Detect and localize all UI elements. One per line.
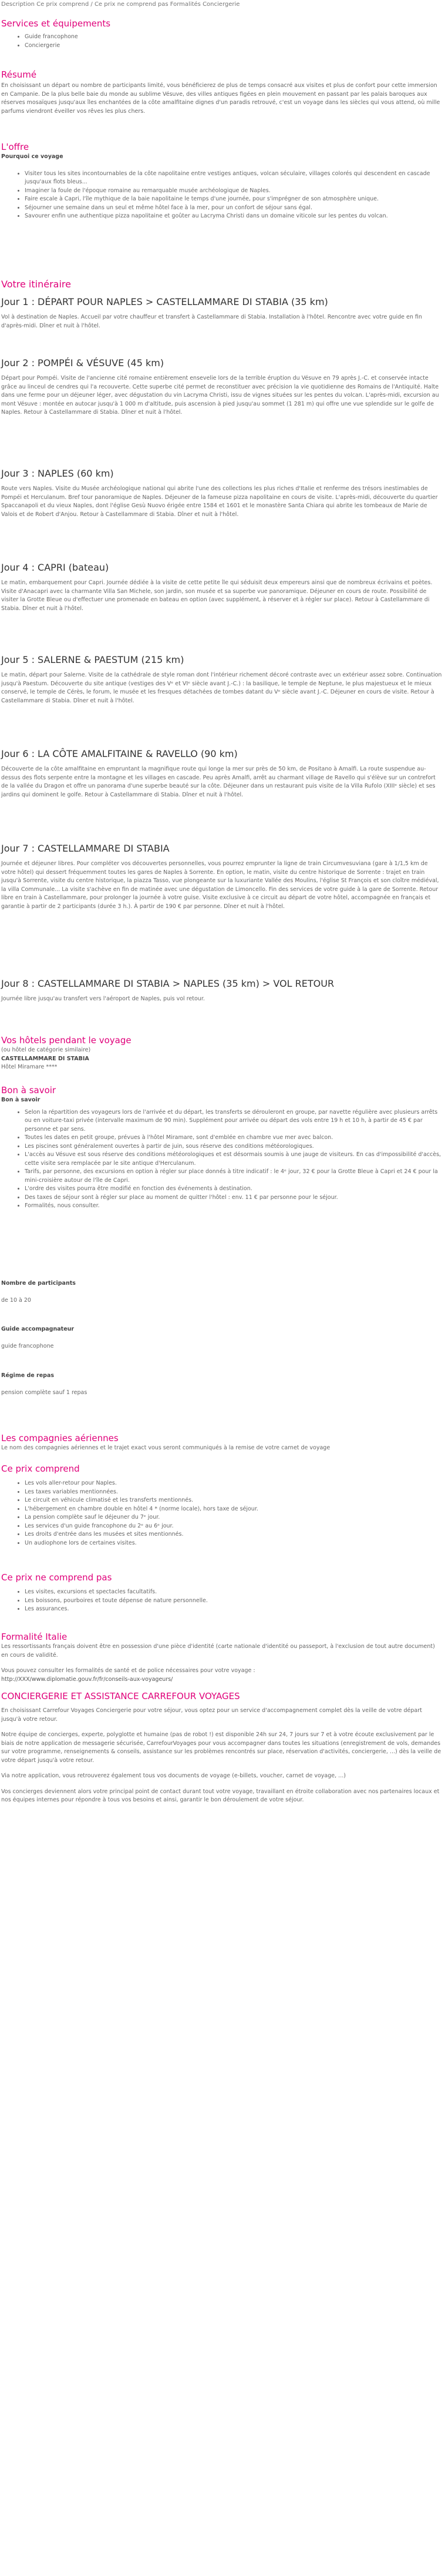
list-item: • Le circuit en véhicule climatisé et les transferts mentionnés. xyxy=(25,1496,443,1505)
list-item: • Conciergerie xyxy=(25,42,443,51)
offre-title: L'offre xyxy=(1,142,29,152)
list-item: • Toutes les dates en petit groupe, prévues à l'hôtel Miramare, sont d'emblée en chambre vue mer avec balcon. xyxy=(25,1134,443,1143)
list-item: • Savourer enfin une authentique pizza napolitaine et goûter au Lacryma Christi dans un domaine viticole sur les pentes du volcan. xyxy=(25,212,443,221)
bonasavoir-title: Bon à savoir xyxy=(1,1085,56,1096)
day-text: Le matin, départ pour Salerne. Visite de la cathédrale de style roman dont l'intérieur richement décoré contraste avec un extérieur assez sobre. Continuation jusqu'à Paestum. Découverte du site antique (vestiges des Vᵉ et VIᵉ siècle avant J.-C.) : la basilique, le temple de Neptune, le plus majestueux et le mieux conservé, le temple de Cérès, le forum, le musée et les fresques détachées de tombes datant du Vᵉ siècle avant J.-C. Déjeuner en cours de visite. Retour à Castellammare di Stabia. Dîner et nuit à l'hôtel. xyxy=(1,672,442,704)
resume-title: Résumé xyxy=(1,69,37,80)
list-item: • Les piscines sont généralement ouvertes à partir de juin, sous réserve des conditions météorologiques. xyxy=(25,1143,443,1151)
repas-value: pension complète sauf 1 repas xyxy=(1,1389,87,1396)
repas-label: Régime de repas xyxy=(1,1372,55,1379)
day-text: Vol à destination de Naples. Accueil par votre chauffeur et transfert à Castellammare di Stabia. Installation à l'hôtel. Rencontre avec votre guide en fin d'après-midi. Dîner et nuit à l'hôtel. xyxy=(1,314,422,329)
conciergerie-title: CONCIERGERIE ET ASSISTANCE CARREFOUR VOYAGES xyxy=(1,1691,240,1701)
guide-label: Guide accompagnateur xyxy=(1,1326,75,1332)
day-text: Journée et déjeuner libres. Pour compléter vos découvertes personnelles, vous pourrez emprunter la ligne de train Circumvesuviana (gare à 1/1,5 km de votre hôtel) qui dessert fréquemment toutes les gares de Naples à Sorrente. En option, le matin, visite du centre historique de Sorrente : trajet en train jusqu'à Sorrente, visite du centre historique, la piazza Tasso, vue plongeante sur la luxuriante Vallée des Moulins, l'église St François et son cloître médiéval, la villa Communale... La visite s'achève en fin de matinée avec une dégustation de Limoncello. Fin des services de votre guide à la gare de Sorrente. Retour libre en train à Castellammare, pour prolonger la journée à votre guise. Visite exclusive à ce circuit au départ de votre hôtel, accompagnée en français et garantie à partir de 2 participants (durée 3 h.). À partir de 190 € par personne. Dîner et nuit à l'hôtel. xyxy=(1,860,439,910)
list-item: • Guide francophone xyxy=(25,33,443,42)
offre-subtitle: Pourquoi ce voyage xyxy=(1,153,63,160)
day-text: Découverte de la côte amalfitaine en empruntant la magnifique route qui longe la mer sur près de 50 km, de Positano à Amalfi. La route suspendue au-dessus des flots serpente entre la montagne et les villages en cascade. Peu après Amalfi, arrêt au charmant village de Ravello qui s'élève sur un contrefort de la vallée du Dragon et offre un panorama d'une superbe beauté sur la côte. Déjeuner dans un restaurant puis visite de la Villa Rufolo (XIIIᵉ siècle) et ses jardins qui dominent le golfe. Retour à Castellammare di Stabia. Dîner et nuit à l'hôtel. xyxy=(1,766,436,798)
participants-label: Nombre de participants xyxy=(1,1280,76,1287)
conciergerie-p4: Vos concierges deviennent alors votre principal point de contact durant tout votre voyage, travaillant en étroite collaboration avec nos partenaires locaux et nos équipes internes pour répondre à tous vos besoins et ainsi, garantir le bon déroulement de votre séjour. xyxy=(1,1788,440,1803)
list-item: • Formalités, nous consulter. xyxy=(25,1202,443,1211)
bonasavoir-list xyxy=(1,1108,443,1211)
list-item: • La pension complète sauf le déjeuner du 7ᵉ jour. xyxy=(25,1513,443,1522)
resume-text: En choisissant un départ ou nombre de participants limité, vous bénéficierez de plus de temps consacré aux visites et plus de confort pour cette immersion en Campanie. De la plus belle baie du monde au sublime Vésuve, des villes antiques figées en plein mouvement en passant par les palais baroques aux réserves mosaïques jusqu'aux îles enchantées de la côte amalfitaine dignes d'un paradis retrouvé, c'est un voyage dans les siècles qui vous attend, où mille parfums viendront éveiller vos rêves les plus chers. xyxy=(1,82,440,115)
conciergerie-p2: Notre équipe de concierges, experte, polyglotte et humaine (pas de robot !) est disponible 24h sur 24, 7 jours sur 7 et à votre écoute exclusivement par le biais de notre application de messagerie sécurisée, CarrefourVoyages pour vous accompagner dans toutes les situations (enregistrement de vols, demandes sur votre programme, renseignements & conseils, assistance sur les problèmes rencontrés sur place, réservation d'activités, conciergerie, ...) dès la veille de votre départ jusqu'à votre retour. xyxy=(1,1731,441,1764)
day-title: Jour 6 : LA CÔTE AMALFITAINE & RAVELLO (90 km) xyxy=(1,748,238,759)
list-item: • L'accès au Vésuve est sous réserve des conditions météorologiques et est désormais soumis à une jauge de visiteurs. En cas d'impossibilité d'accès, cette visite sera remplacée par le site antique d'Herculanum. xyxy=(25,1151,443,1168)
airlines-text: Le nom des compagnies aériennes et le trajet exact vous seront communiqués à la remise de votre carnet de voyage xyxy=(1,1445,331,1451)
list-item: • Visiter tous les sites incontournables de la côte napolitaine entre vestiges antiques, volcan séculaire, villages colorés qui descendent en cascade jusqu'aux flots bleus... xyxy=(25,170,443,187)
excludes-title: Ce prix ne comprend pas xyxy=(1,1572,112,1583)
list-item: • Les services d'un guide francophone du 2ᵉ au 6ᵉ jour. xyxy=(25,1522,443,1531)
day-text: Route vers Naples. Visite du Musée archéologique national qui abrite l'une des collections les plus riches d'Italie et renferme des trésors inestimables de Pompéi et Herculanum. Bref tour panoramique de Naples. Déjeuner de la fameuse pizza napolitaine en cours de visite. L'après-midi, découverte du quartier Spaccanapoli et du vieux Naples, dont l'église Gesù Nuovo érigée entre 1584 et 1601 et le monastère Santa Chiara qui abrite les tombeaux de Marie de Valois et de Robert d'Anjou. Retour à Castellammare di Stabia. Dîner et nuit à l'hôtel. xyxy=(1,485,438,518)
list-item: • Les visites, excursions et spectacles facultatifs. xyxy=(25,1588,443,1597)
list-item: • Les assurances. xyxy=(25,1605,443,1614)
day-title: Jour 3 : NAPLES (60 km) xyxy=(1,468,114,479)
list-item: • L'hébergement en chambre double en hôtel 4 * (norme locale), hors taxe de séjour. xyxy=(25,1505,443,1514)
conciergerie-p3: Via notre application, vous retrouverez également tous vos documents de voyage (e-billets, voucher, carnet de voyage, ...) xyxy=(1,1773,346,1779)
list-item: • Tarifs, par personne, des excursions en option à régler sur place donnés à titre indicatif : le 4ᵉ jour, 32 € pour la Grotte Bleue à Capri et 24 € pour la mini-croisière autour de l'île de Capri. xyxy=(25,1168,443,1185)
participants-value: de 10 à 20 xyxy=(1,1297,31,1304)
day-title: Jour 5 : SALERNE & PAESTUM (215 km) xyxy=(1,654,184,665)
conciergerie-p1: En choisissant Carrefour Voyages Conciergerie pour votre séjour, vous optez pour un service d'accompagnement complet dès la veille de votre départ jusqu'à votre retour. xyxy=(1,1707,422,1723)
list-item: • Selon la répartition des voyageurs lors de l'arrivée et du départ, les transferts se dérouleront en groupe, par navette régulière avec plusieurs arrêts ou en voiture-taxi privée (intervalle maximum de 90 min). Supplément pour arrivée ou départ des vols entre 19 h et 10 h, à partir de 45 € par personne et par sens. xyxy=(25,1108,443,1134)
list-item: • Imaginer la foule de l'époque romaine au remarquable musée archéologique de Naples. xyxy=(25,187,443,196)
services-list xyxy=(1,33,443,50)
excludes-list xyxy=(1,1588,443,1614)
itinerary-title: Votre itinéraire xyxy=(1,279,71,290)
includes-title: Ce prix comprend xyxy=(1,1463,80,1474)
day-text: Le matin, embarquement pour Capri. Journée dédiée à la visite de cette petite île qui séduisit deux empereurs ainsi que de nombreux écrivains et poètes. Visite d'Anacapri avec la charmante Villa San Michele, son jardin, son musée et sa superbe vue panoramique. Déjeuner en cours de route. Possibilité de visiter la Grotte Bleue ou d'effectuer une promenade en bateau en option (avec supplément, à réserver et à régler sur place). Retour à Castellammare di Stabia. Dîner et nuit à l'hôtel. xyxy=(1,579,433,612)
services-title: Services et équipements xyxy=(1,18,111,29)
day-title: Jour 4 : CAPRI (bateau) xyxy=(1,562,109,573)
includes-list xyxy=(1,1479,443,1547)
day-title: Jour 7 : CASTELLAMMARE DI STABIA xyxy=(1,843,170,854)
bonasavoir-subtitle: Bon à savoir xyxy=(1,1097,41,1103)
guide-value: guide francophone xyxy=(1,1342,54,1349)
hotels-name: Hôtel Miramare **** xyxy=(1,1064,58,1070)
day-text: Départ pour Pompéi. Visite de l'ancienne cité romaine entièrement ensevelie lors de la terrible éruption du Vésuve en 79 après J.-C. et conservée intacte grâce au linceul de cendres qui l'a recouverte. Cette superbe cité permet de reconstituer avec précision la vie quotidienne des Romains de l'Antiquité. Halte dans une ferme pour un déjeuner léger, avec dégustation du vin Lacryma Christi, issu de vignes situées sur les pentes du volcan. L'après-midi, excursion au mont Vésuve : montée en autocar jusqu'à 1 000 m d'altitude, puis ascension à pied jusqu'au sommet (1 281 m) qui offre une vue splendide sur le golfe de Naples. Retour à Castellammare di Stabia. Dîner et nuit à l'hôtel. xyxy=(1,375,439,416)
list-item: • Un audiophone lors de certaines visites. xyxy=(25,1539,443,1548)
formalites-health: Vous pouvez consulter les formalités de santé et de police nécessaires pour votre voyage : xyxy=(1,1667,255,1674)
topline: Description Ce prix comprend / Ce prix ne comprend pas Formalités Conciergerie xyxy=(1,1,240,8)
airlines-title: Les compagnies aériennes xyxy=(1,1433,119,1443)
formalites-text: Les ressortissants français doivent être en possession d'une pièce d'identité (carte nationale d'identité ou passeport, à l'exclusion de tout autre document) en cours de validité. xyxy=(1,1643,435,1659)
formalites-link[interactable]: http://XXX/www.diplomatie.gouv.fr/fr/conseils-aux-voyageurs/ xyxy=(1,1676,173,1683)
formalites-title: Formalité Italie xyxy=(1,1632,68,1642)
list-item: • Les boissons, pourboires et toute dépense de nature personnelle. xyxy=(25,1597,443,1606)
list-item: • Les droits d'entrée dans les musées et sites mentionnés. xyxy=(25,1530,443,1539)
hotels-city: CASTELLAMMARE DI STABIA xyxy=(1,1055,89,1062)
hotels-title: Vos hôtels pendant le voyage xyxy=(1,1035,132,1046)
hotels-note: (ou hôtel de catégorie similaire) xyxy=(1,1047,91,1053)
list-item: • Les taxes variables mentionnées. xyxy=(25,1488,443,1497)
list-item: • L'ordre des visites pourra être modifié en fonction des événements à destination. xyxy=(25,1185,443,1194)
day-title: Jour 2 : POMPÉI & VÉSUVE (45 km) xyxy=(1,357,164,369)
list-item: • Séjourner une semaine dans un seul et même hôtel face à la mer, pour un confort de séjour sans égal. xyxy=(25,204,443,213)
day-title: Jour 1 : DÉPART POUR NAPLES > CASTELLAMMARE DI STABIA (35 km) xyxy=(1,296,328,307)
list-item: • Des taxes de séjour sont à régler sur place au moment de quitter l'hôtel : env. 11 € par personne pour le séjour. xyxy=(25,1194,443,1202)
day-title: Jour 8 : CASTELLAMMARE DI STABIA > NAPLES (35 km) > VOL RETOUR xyxy=(1,978,335,989)
offre-list xyxy=(1,170,443,221)
list-item: • Faire escale à Capri, l'île mythique de la baie napolitaine le temps d'une journée, pour s'imprégner de son atmosphère unique. xyxy=(25,195,443,204)
list-item: • Les vols aller-retour pour Naples. xyxy=(25,1479,443,1488)
day-text: Journée libre jusqu'au transfert vers l'aéroport de Naples, puis vol retour. xyxy=(1,996,205,1002)
